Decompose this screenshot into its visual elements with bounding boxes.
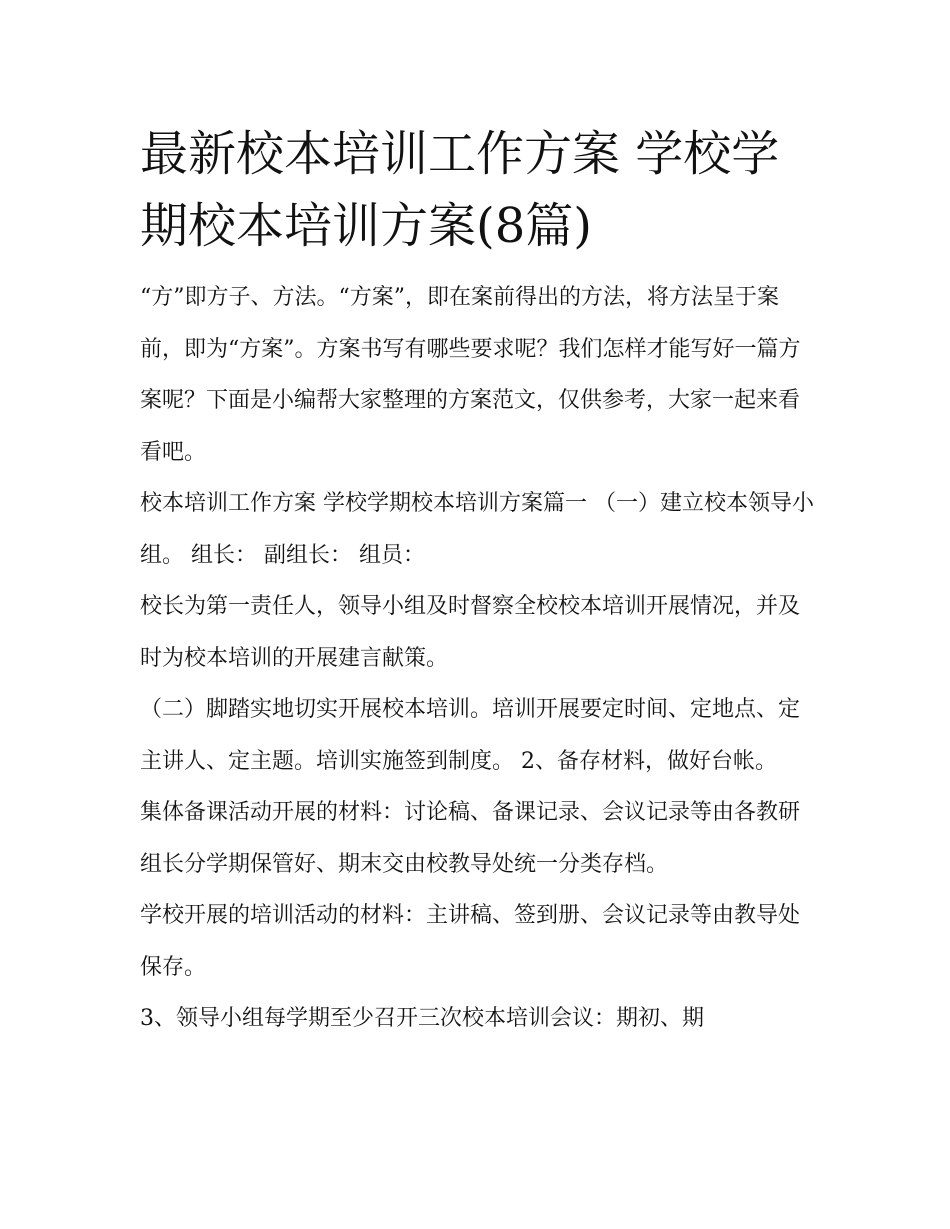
section-one-paragraph: 校本培训工作方案 学校学期校本培训方案篇一 （一）建立校本领导小组。 组长： 副组长： 组员： (140, 491, 814, 568)
section-two-paragraph: （二）脚踏实地切实开展校本培训。培训开展要定时间、定地点、定主讲人、定主题。培训实施签到制度。 2、备存材料，做好台帐。 (140, 697, 801, 774)
intro-paragraph: “方”即方子、方法。“方案”，即在案前得出的方法，将方法呈于案前，即为“方案”。方案书写有哪些要求呢？我们怎样才能写好一篇方案呢？下面是小编帮大家整理的方案范文，仅供参考，大家一起来看看吧。 (140, 285, 801, 465)
group-materials-paragraph: 集体备课活动开展的材料：讨论稿、备课记录、会议记录等由各教研组长分学期保管好、期末交由校教导处统一分类存档。 (140, 800, 801, 877)
meetings-paragraph: 3、领导小组每学期至少召开三次校本培训会议：期初、期 (140, 1006, 704, 1031)
school-materials-paragraph: 学校开展的培训活动的材料：主讲稿、签到册、会议记录等由教导处保存。 (140, 903, 801, 980)
document-title: 最新校本培训工作方案 学校学期校本培训方案(8篇) (140, 126, 780, 254)
document-page (140, 118, 820, 1045)
principal-responsibility-paragraph: 校长为第一责任人，领导小组及时督察全校校本培训开展情况，并及时为校本培训的开展建言献策。 (140, 594, 801, 671)
